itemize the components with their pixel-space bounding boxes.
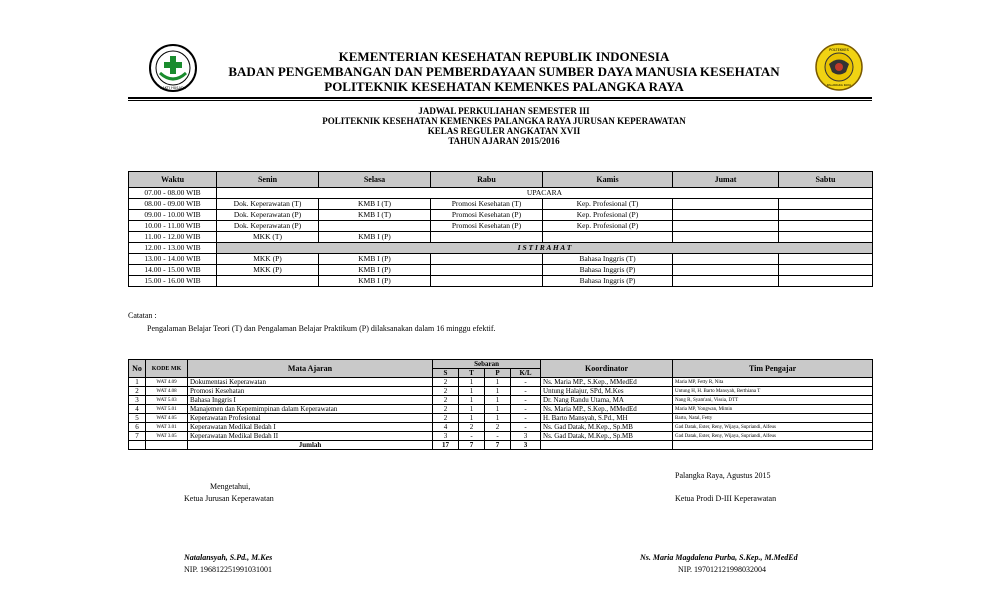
mata-ajaran-cell: Dokumentasi Keperawatan bbox=[188, 378, 433, 387]
mata-ajaran-cell: Keperawatan Medikal Bedah II bbox=[188, 432, 433, 441]
kl-cell: - bbox=[511, 396, 541, 405]
kode-cell: WAT 5.01 bbox=[146, 405, 188, 414]
selasa-cell: KMB I (T) bbox=[319, 210, 431, 221]
schedule-row bbox=[129, 265, 873, 276]
rabu-cell bbox=[431, 265, 543, 276]
istirahat-label: I S T I R A H A T bbox=[217, 243, 873, 254]
jumat-cell bbox=[673, 199, 779, 210]
p-cell: 1 bbox=[485, 378, 511, 387]
svg-text:PALANGKA RAYA: PALANGKA RAYA bbox=[826, 83, 852, 87]
total-spacer bbox=[673, 441, 873, 450]
total-label: Jumlah bbox=[188, 441, 433, 450]
time-cell: 15.00 - 16.00 WIB bbox=[129, 276, 217, 287]
jumat-cell bbox=[673, 210, 779, 221]
time-cell: 09.00 - 10.00 WIB bbox=[129, 210, 217, 221]
upacara-row bbox=[129, 188, 873, 199]
kode-cell: WAT 5.03 bbox=[146, 396, 188, 405]
total-spacer bbox=[541, 441, 673, 450]
header-kamis: Kamis bbox=[543, 172, 673, 188]
course-row bbox=[129, 405, 873, 414]
header-sebaran: Sebaran bbox=[433, 360, 541, 369]
p-cell: 1 bbox=[485, 414, 511, 423]
header-s: S bbox=[433, 369, 459, 378]
koordinator-cell: Ns. Gad Datak, M.Kep., Sp.MB bbox=[541, 432, 673, 441]
kamis-cell: Bahasa Inggris (P) bbox=[543, 265, 673, 276]
tim-pengajar-cell: Gad Datak, Ester, Reny, Wijaya, Supriandi, Alfeus bbox=[673, 423, 873, 432]
mata-ajaran-cell: Keperawatan Profesional bbox=[188, 414, 433, 423]
header-kl: K/L bbox=[511, 369, 541, 378]
schedule-row bbox=[129, 232, 873, 243]
selasa-cell: KMB I (P) bbox=[319, 232, 431, 243]
header-selasa: Selasa bbox=[319, 172, 431, 188]
course-row bbox=[129, 414, 873, 423]
notes-text: Pengalaman Belajar Teori (T) dan Pengalaman Belajar Praktikum (P) dilaksanakan dalam 16 minggu efektif. bbox=[147, 324, 496, 333]
kl-cell: - bbox=[511, 405, 541, 414]
right-signatory-nip: NIP. 197012121998032004 bbox=[678, 565, 767, 574]
tim-pengajar-cell: Maria MP, Fetty R, Nita bbox=[673, 378, 873, 387]
t-cell: 1 bbox=[459, 378, 485, 387]
schedule-row bbox=[129, 276, 873, 287]
course-row bbox=[129, 432, 873, 441]
mata-ajaran-cell: Bahasa Inggris I bbox=[188, 396, 433, 405]
tim-pengajar-cell: Maria MP, Yongwan, Mimin bbox=[673, 405, 873, 414]
no-cell: 7 bbox=[129, 432, 146, 441]
schedule-row bbox=[129, 221, 873, 232]
kamis-cell: Bahasa Inggris (T) bbox=[543, 254, 673, 265]
sabtu-cell bbox=[779, 254, 873, 265]
s-cell: 2 bbox=[433, 414, 459, 423]
s-cell: 2 bbox=[433, 396, 459, 405]
sabtu-cell bbox=[779, 210, 873, 221]
p-cell: 2 bbox=[485, 423, 511, 432]
time-cell: 10.00 - 11.00 WIB bbox=[129, 221, 217, 232]
senin-cell: MKK (P) bbox=[217, 265, 319, 276]
no-cell: 6 bbox=[129, 423, 146, 432]
p-cell: 1 bbox=[485, 387, 511, 396]
mata-ajaran-cell: Promosi Kesehatan bbox=[188, 387, 433, 396]
p-cell: 1 bbox=[485, 405, 511, 414]
senin-cell: Dok. Keperawatan (P) bbox=[217, 210, 319, 221]
letterhead-divider bbox=[128, 97, 872, 99]
tim-pengajar-cell: Barto, Natal, Fetty bbox=[673, 414, 873, 423]
no-cell: 3 bbox=[129, 396, 146, 405]
right-signature-title: Ketua Prodi D-III Keperawatan bbox=[675, 494, 777, 503]
schedule-table bbox=[128, 171, 873, 287]
koordinator-cell: Ns. Maria MP., S.Kep., MMedEd bbox=[541, 405, 673, 414]
kamis-cell: Bahasa Inggris (P) bbox=[543, 276, 673, 287]
mata-ajaran-cell: Keperawatan Medikal Bedah I bbox=[188, 423, 433, 432]
total-spacer bbox=[146, 441, 188, 450]
header-waktu: Waktu bbox=[129, 172, 217, 188]
senin-cell: Dok. Keperawatan (P) bbox=[217, 221, 319, 232]
senin-cell: MKK (T) bbox=[217, 232, 319, 243]
koordinator-cell: H. Barto Mansyah, S.Pd., MH bbox=[541, 414, 673, 423]
time-cell: 12.00 - 13.00 WIB bbox=[129, 243, 217, 254]
schedule-header-row bbox=[129, 172, 873, 188]
header-rabu: Rabu bbox=[431, 172, 543, 188]
koordinator-cell: Ns. Gad Datak, M.Kep., Sp.MB bbox=[541, 423, 673, 432]
s-cell: 2 bbox=[433, 405, 459, 414]
kl-cell: - bbox=[511, 378, 541, 387]
p-cell: - bbox=[485, 432, 511, 441]
s-cell: 3 bbox=[433, 432, 459, 441]
header-mata-ajaran: Mata Ajaran bbox=[188, 360, 433, 378]
sabtu-cell bbox=[779, 276, 873, 287]
rabu-cell bbox=[431, 276, 543, 287]
selasa-cell: KMB I (P) bbox=[319, 276, 431, 287]
left-signatory-name: Natalansyah, S.Pd., M.Kes bbox=[184, 553, 273, 562]
upacara-label: UPACARA bbox=[217, 188, 873, 199]
s-cell: 2 bbox=[433, 387, 459, 396]
header-tim-pengajar: Tim Pengajar bbox=[673, 360, 873, 378]
kode-cell: WAT 4.09 bbox=[146, 378, 188, 387]
jumat-cell bbox=[673, 221, 779, 232]
time-cell: 14.00 - 15.00 WIB bbox=[129, 265, 217, 276]
total-s: 17 bbox=[433, 441, 459, 450]
t-cell: - bbox=[459, 432, 485, 441]
course-table bbox=[128, 359, 873, 450]
header-no: No bbox=[129, 360, 146, 378]
p-cell: 1 bbox=[485, 396, 511, 405]
sabtu-cell bbox=[779, 265, 873, 276]
kl-cell: - bbox=[511, 387, 541, 396]
rabu-cell: Promosi Kesehatan (T) bbox=[431, 199, 543, 210]
svg-text:BAKTI HUSADA: BAKTI HUSADA bbox=[159, 86, 187, 90]
institution-name: POLITEKNIK KESEHATAN KEMENKES PALANGKA RAYA bbox=[324, 79, 684, 94]
rabu-cell: Promosi Kesehatan (P) bbox=[431, 221, 543, 232]
header-kode: KODE MK bbox=[146, 360, 188, 378]
jumat-cell bbox=[673, 265, 779, 276]
no-cell: 5 bbox=[129, 414, 146, 423]
koordinator-cell: Dr. Nang Randu Utama, MA bbox=[541, 396, 673, 405]
s-cell: 4 bbox=[433, 423, 459, 432]
agency-name: BADAN PENGEMBANGAN DAN PEMBERDAYAAN SUMBER DAYA MANUSIA KESEHATAN bbox=[228, 64, 780, 79]
kamis-cell: Kep. Profesional (P) bbox=[543, 221, 673, 232]
kamis-cell: Kep. Profesional (P) bbox=[543, 210, 673, 221]
kode-cell: WAT 4.05 bbox=[146, 414, 188, 423]
senin-cell: MKK (P) bbox=[217, 254, 319, 265]
time-cell: 13.00 - 14.00 WIB bbox=[129, 254, 217, 265]
koordinator-cell: Untung Halajur, SPd, M.Kes bbox=[541, 387, 673, 396]
koordinator-cell: Ns. Maria MP., S.Kep., MMedEd bbox=[541, 378, 673, 387]
kl-cell: 3 bbox=[511, 432, 541, 441]
t-cell: 1 bbox=[459, 414, 485, 423]
ministry-name: KEMENTERIAN KESEHATAN REPUBLIK INDONESIA bbox=[338, 49, 670, 64]
schedule-subtitle: POLITEKNIK KESEHATAN KEMENKES PALANGKA RAYA JURUSAN KEPERAWATAN bbox=[322, 116, 686, 126]
left-signature-title1: Mengetahui, bbox=[210, 482, 251, 491]
total-spacer bbox=[129, 441, 146, 450]
tim-pengajar-cell: Nang R, Syam'ani, Vissia, DTT bbox=[673, 396, 873, 405]
letterhead-divider-thin bbox=[128, 100, 872, 101]
academic-year: TAHUN AJARAN 2015/2016 bbox=[448, 136, 560, 146]
header-p: P bbox=[485, 369, 511, 378]
kode-cell: WAT 4.08 bbox=[146, 387, 188, 396]
class-label: KELAS REGULER ANGKATAN XVII bbox=[427, 126, 581, 136]
sabtu-cell bbox=[779, 221, 873, 232]
left-signatory-nip: NIP. 196812251991031001 bbox=[184, 565, 273, 574]
senin-cell: Dok. Keperawatan (T) bbox=[217, 199, 319, 210]
tim-pengajar-cell: Untung H, H. Barto Mansyah, Berthiana T bbox=[673, 387, 873, 396]
course-header-row bbox=[129, 360, 873, 369]
selasa-cell: KMB I (P) bbox=[319, 254, 431, 265]
time-cell: 08.00 - 09.00 WIB bbox=[129, 199, 217, 210]
header-sabtu: Sabtu bbox=[779, 172, 873, 188]
kl-cell: - bbox=[511, 414, 541, 423]
selasa-cell: KMB I (P) bbox=[319, 265, 431, 276]
course-row bbox=[129, 387, 873, 396]
course-row bbox=[129, 378, 873, 387]
jumat-cell bbox=[673, 276, 779, 287]
course-row bbox=[129, 396, 873, 405]
rabu-cell bbox=[431, 232, 543, 243]
left-signature-title2: Ketua Jurusan Keperawatan bbox=[184, 494, 274, 503]
selasa-cell bbox=[319, 221, 431, 232]
kl-cell: - bbox=[511, 423, 541, 432]
t-cell: 2 bbox=[459, 423, 485, 432]
kode-cell: WAT 3.05 bbox=[146, 432, 188, 441]
svg-text:POLTEKKES: POLTEKKES bbox=[829, 48, 849, 52]
rabu-cell bbox=[431, 254, 543, 265]
no-cell: 2 bbox=[129, 387, 146, 396]
t-cell: 1 bbox=[459, 387, 485, 396]
time-cell: 11.00 - 12.00 WIB bbox=[129, 232, 217, 243]
header-t: T bbox=[459, 369, 485, 378]
total-kl: 3 bbox=[511, 441, 541, 450]
header-koordinator: Koordinator bbox=[541, 360, 673, 378]
notes-label: Catatan : bbox=[128, 311, 157, 320]
t-cell: 1 bbox=[459, 396, 485, 405]
istirahat-row bbox=[129, 243, 873, 254]
jumat-cell bbox=[673, 254, 779, 265]
place-date: Palangka Raya, Agustus 2015 bbox=[675, 471, 771, 480]
no-cell: 1 bbox=[129, 378, 146, 387]
schedule-row bbox=[129, 210, 873, 221]
total-t: 7 bbox=[459, 441, 485, 450]
kamis-cell: Kep. Profesional (T) bbox=[543, 199, 673, 210]
header-senin: Senin bbox=[217, 172, 319, 188]
s-cell: 2 bbox=[433, 378, 459, 387]
right-signatory-name: Ns. Maria Magdalena Purba, S.Kep., M.MedEd bbox=[640, 553, 798, 562]
schedule-title: JADWAL PERKULIAHAN SEMESTER III bbox=[418, 106, 590, 116]
total-row bbox=[129, 441, 873, 450]
kamis-cell bbox=[543, 232, 673, 243]
mata-ajaran-cell: Manajemen dan Kepemimpinan dalam Keperawatan bbox=[188, 405, 433, 414]
schedule-row bbox=[129, 254, 873, 265]
sabtu-cell bbox=[779, 232, 873, 243]
course-row bbox=[129, 423, 873, 432]
header-jumat: Jumat bbox=[673, 172, 779, 188]
t-cell: 1 bbox=[459, 405, 485, 414]
selasa-cell: KMB I (T) bbox=[319, 199, 431, 210]
senin-cell bbox=[217, 276, 319, 287]
total-p: 7 bbox=[485, 441, 511, 450]
tim-pengajar-cell: Gad Datak, Ester, Reny, Wijaya, Supriandi, Alfeus bbox=[673, 432, 873, 441]
jumat-cell bbox=[673, 232, 779, 243]
rabu-cell: Promosi Kesehatan (P) bbox=[431, 210, 543, 221]
no-cell: 4 bbox=[129, 405, 146, 414]
time-cell: 07.00 - 08.00 WIB bbox=[129, 188, 217, 199]
kode-cell: WAT 3.01 bbox=[146, 423, 188, 432]
sabtu-cell bbox=[779, 199, 873, 210]
schedule-row bbox=[129, 199, 873, 210]
